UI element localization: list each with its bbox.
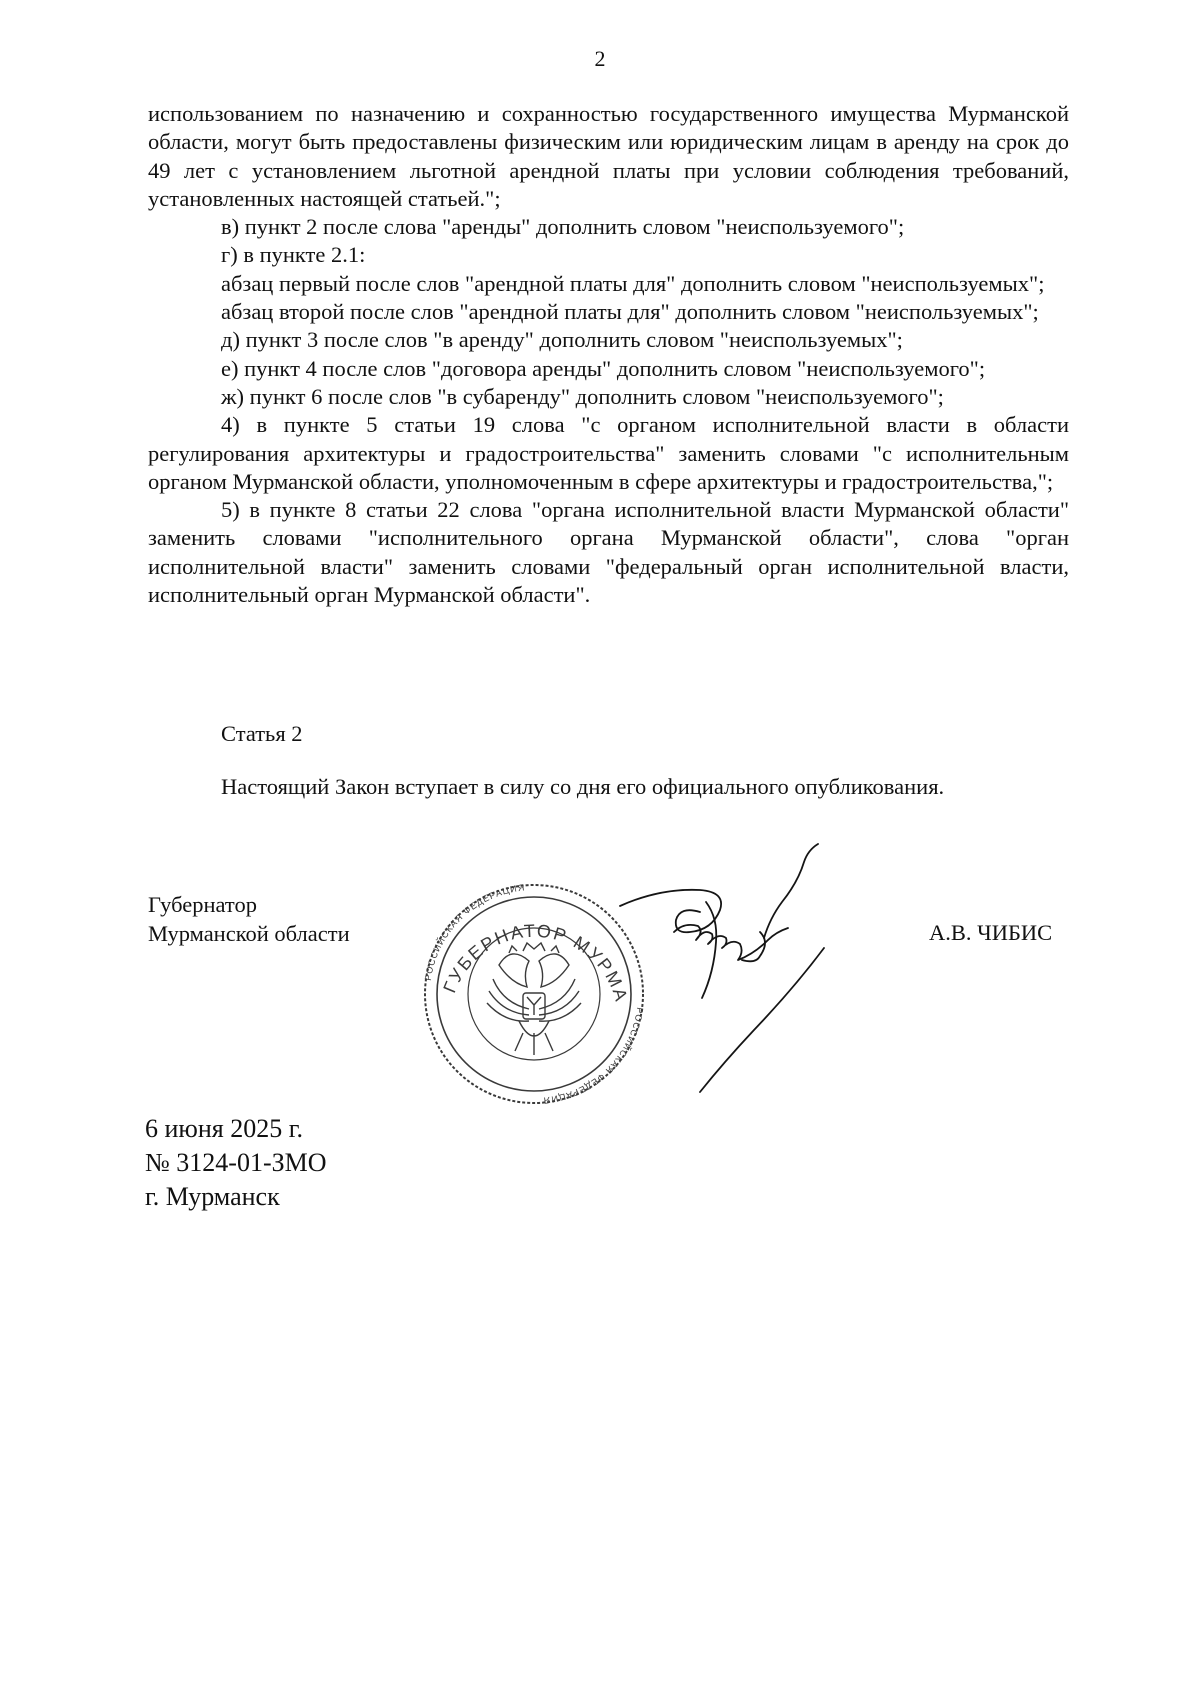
page-number: 2 [594, 46, 606, 71]
law-amendments-text [148, 100, 1069, 609]
paragraph: абзац второй после слов "арендной платы для" дополнить словом "неиспользуемых"; [221, 299, 1039, 325]
paragraph: д) пункт 3 после слов "в аренду" дополнить словом "неиспользуемых"; [221, 327, 903, 353]
svg-text:ГУБЕРНАТОР МУРМАНСКОЙ ОБЛАСТИ [405, 883, 632, 1005]
stamp-outer-text: РОССИЙСКАЯ ФЕДЕРАЦИЯ [422, 883, 526, 982]
stamp-inner-text: ГУБЕРНАТОР МУРМА [439, 920, 632, 1005]
signatory-title-line: Губернатор [148, 892, 257, 917]
double-headed-eagle-icon [487, 943, 581, 1055]
article-heading: Статья 2 [221, 721, 303, 746]
paragraph: в) пункт 2 после слова "аренды" дополнить словом "неиспользуемого"; [221, 214, 905, 240]
document-date: 6 июня 2025 г. [145, 1114, 303, 1143]
handwritten-signature [610, 836, 840, 1096]
article-text: Настоящий Закон вступает в силу со дня его официального опубликования. [221, 774, 945, 799]
paragraph: е) пункт 4 после слов "договора аренды" дополнить словом "неиспользуемого"; [221, 355, 986, 381]
signatory-name: А.В. ЧИБИС [929, 920, 1053, 945]
document-city: г. Мурманск [145, 1182, 280, 1211]
signatory-title-line: Мурманской области [148, 920, 350, 946]
paragraph: 4) в пункте 5 статьи 19 слова "с органом исполнительной власти в области регулирования архитектуры и градостроительства" заменить словами "с исполнительным органом Мурманской области, уполномоченным в сфере архитектуры и градостроительства,"; [148, 412, 1069, 494]
signatory-title [148, 891, 350, 948]
stamp-outer-text: РОССИЙСКАЯ ФЕДЕРАЦИЯ [542, 1006, 646, 1105]
document-number: № 3124-01-ЗМО [145, 1148, 327, 1177]
paragraph: 5) в пункте 8 статьи 22 слова "органа исполнительной власти Мурманской области" заменить словами "исполнительного органа Мурманской области", слова "орган исполнительной власти" заменить словами "федеральный орган исполнительной власти, исполнительный орган Мурманской области". [148, 497, 1069, 608]
document-footer [145, 1112, 327, 1214]
paragraph: ж) пункт 6 после слов "в субаренду" дополнить словом "неиспользуемого"; [221, 383, 944, 409]
paragraph: использованием по назначению и сохранностью государственного имущества Мурманской области, могут быть предоставлены физическим или юридическим лицам в аренду на срок до 49 лет с установлением льготной арендной платы при условии соблюдения требований, установленных настоящей статьей."; [148, 101, 1069, 211]
paragraph: абзац первый после слов "арендной платы для" дополнить словом "неиспользуемых"; [221, 270, 1045, 296]
paragraph: г) в пункте 2.1: [221, 242, 366, 268]
